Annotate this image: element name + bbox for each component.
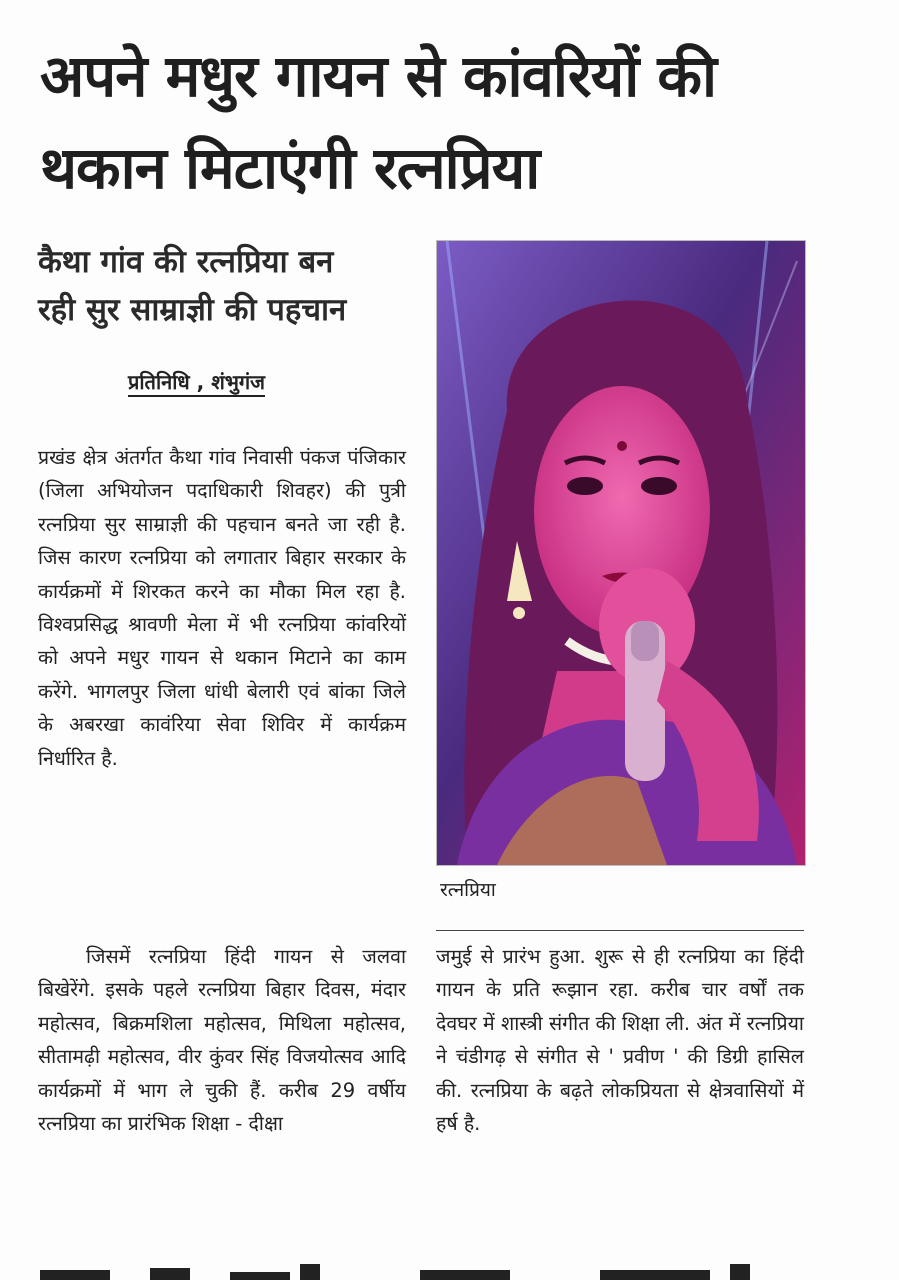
caption-divider	[436, 930, 804, 931]
byline: प्रतिनिधि , शंभुगंज	[128, 370, 266, 394]
article-paragraph-2: जिसमें रत्नप्रिया हिंदी गायन से जलवा बिखेरेंगे. इसके पहले रत्नप्रिया बिहार दिवस, मंदार महोत्सव, बिक्रमशिला महोत्सव, मिथिला महोत्सव, सीतामढ़ी महोत्सव, वीर कुंवर सिंह विजयोत्सव आदि कार्यक्रमों में भाग ले चुकी हैं. करीब 29 वर्षीय रत्नप्रिया का प्रारंभिक शिक्षा - दीक्षा	[38, 945, 406, 1136]
subheadline-line-2: रही सुर साम्राज्ञी की पहचान	[38, 292, 347, 328]
headline-line-2: थकान मिटाएंगी रत्नप्रिया	[40, 134, 540, 202]
article-paragraph-3: जमुई से प्रारंभ हुआ. शुरू से ही रत्नप्रिया का हिंदी गायन के प्रति रूझान रहा. करीब चार वर्षों तक देवघर में शास्त्री संगीत की शिक्षा ली. अंत में रत्नप्रिया ने चंडीगढ़ से संगीत से ' प्रवीण ' की डिग्री हासिल की. रत्नप्रिया के बढ़ते लोकप्रियता से क्षेत्रवासियों में हर्ष है.	[436, 945, 804, 1136]
subheadline-line-1: कैथा गांव की रत्नप्रिया बन	[38, 244, 334, 280]
article-column-left-top	[38, 441, 406, 775]
subheadline	[38, 238, 418, 334]
headline-line-1: अपने मधुर गायन से कांवरियों की	[40, 42, 716, 110]
article-column-left-bottom	[38, 940, 406, 1140]
headline	[40, 30, 860, 214]
singer-photo	[436, 240, 806, 866]
article-paragraph-1: प्रखंड क्षेत्र अंतर्गत कैथा गांव निवासी पंकज पंजिकार (जिला अभियोजन पदाधिकारी शिवहर) की पुत्री रत्नप्रिया सुर साम्राज्ञी की पहचान बनते जा रही है. जिस कारण रत्नप्रिया को लगातार बिहार सरकार के कार्यक्रमों में शिरकत करने का मौका मिल रहा है. विश्वप्रसिद्ध श्रावणी मेला में भी रत्नप्रिया कांवरियों को अपने मधुर गायन से थकान मिटाने का काम करेंगे. भागलपुर जिला धांधी बेलारी एवं बांका जिले के अबरखा कावंरिया सेवा शिविर में कार्यक्रम निर्धारित है.	[38, 446, 406, 770]
article-column-right	[436, 940, 804, 1140]
photo-caption: रत्नप्रिया	[440, 879, 496, 901]
cropped-next-headline	[40, 1256, 860, 1280]
